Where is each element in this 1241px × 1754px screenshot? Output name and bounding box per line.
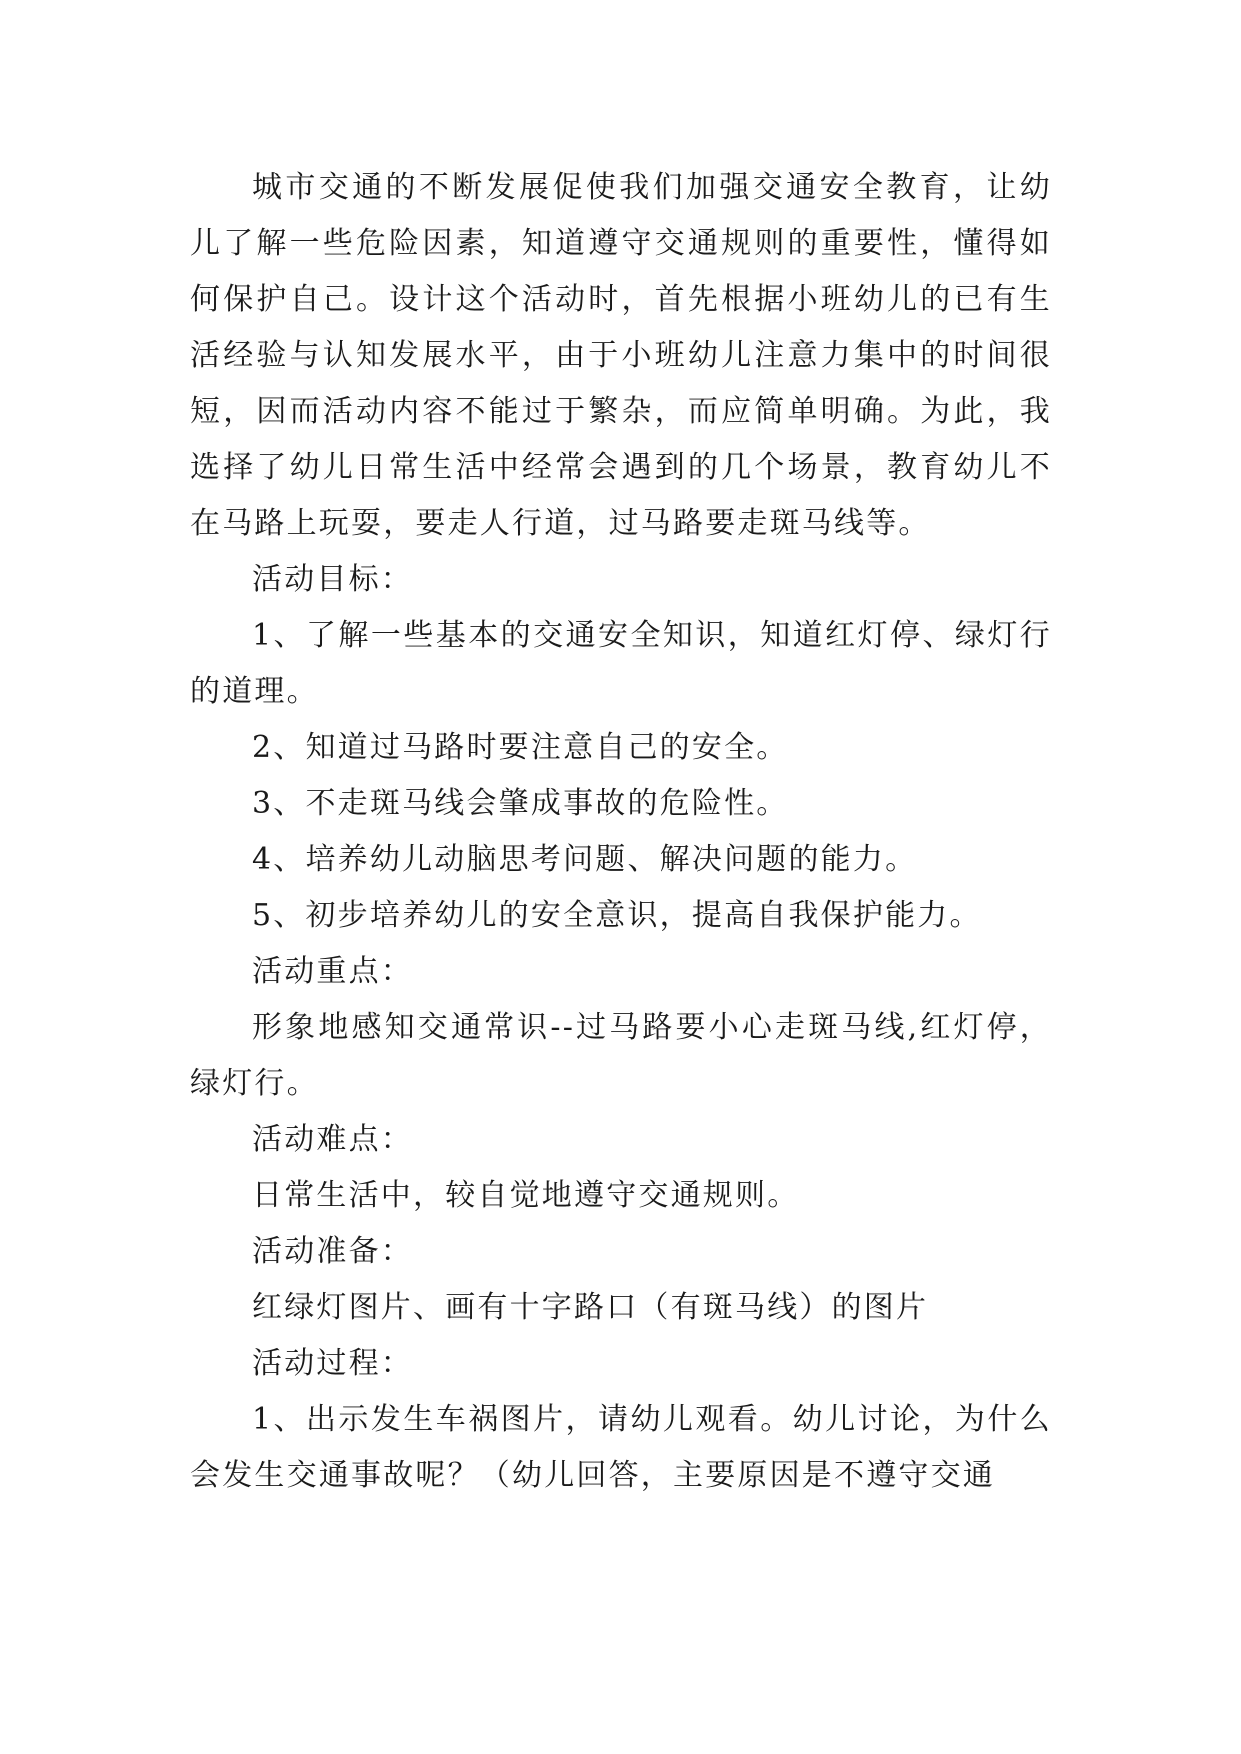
- document-body: [190, 160, 1052, 1504]
- goal-item-5: 5、初步培养幼儿的安全意识，提高自我保护能力。: [252, 898, 982, 933]
- goal-item-2: 2、知道过马路时要注意自己的安全。: [252, 730, 789, 765]
- intro-paragraph: 城市交通的不断发展促使我们加强交通安全教育，让幼儿了解一些危险因素，知道遵守交通规则的重要性，懂得如何保护自己。设计这个活动时，首先根据小班幼儿的已有生活经验与认知发展水平，由于小班幼儿注意力集中的时间很短，因而活动内容不能过于繁杂，而应简单明确。为此，我选择了幼儿日常生活中经常会遇到的几个场景，教育幼儿不在马路上玩耍，要走人行道，过马路要走斑马线等。: [190, 170, 1052, 541]
- process-step-1: 1、出示发生车祸图片，请幼儿观看。幼儿讨论，为什么会发生交通事故呢？（幼儿回答，主要原因是不遵守交通: [190, 1402, 1052, 1493]
- goal-item-3: 3、不走斑马线会肇成事故的危险性。: [252, 786, 789, 821]
- section-heading-preparation: 活动准备：: [252, 1234, 413, 1269]
- section-heading-key-points: 活动重点：: [252, 954, 413, 989]
- difficulty-text: 日常生活中，较自觉地遵守交通规则。: [252, 1178, 800, 1213]
- section-heading-process: 活动过程：: [252, 1346, 413, 1381]
- goal-item-1: 1、了解一些基本的交通安全知识，知道红灯停、绿灯行的道理。: [190, 618, 1052, 709]
- section-heading-difficulty: 活动难点：: [252, 1122, 413, 1157]
- section-heading-goals: 活动目标：: [252, 562, 413, 597]
- preparation-text: 红绿灯图片、画有十字路口（有斑马线）的图片: [252, 1290, 929, 1325]
- key-points-text: 形象地感知交通常识--过马路要小心走斑马线,红灯停，绿灯行。: [190, 1010, 1052, 1101]
- goal-item-4: 4、培养幼儿动脑思考问题、解决问题的能力。: [252, 842, 918, 877]
